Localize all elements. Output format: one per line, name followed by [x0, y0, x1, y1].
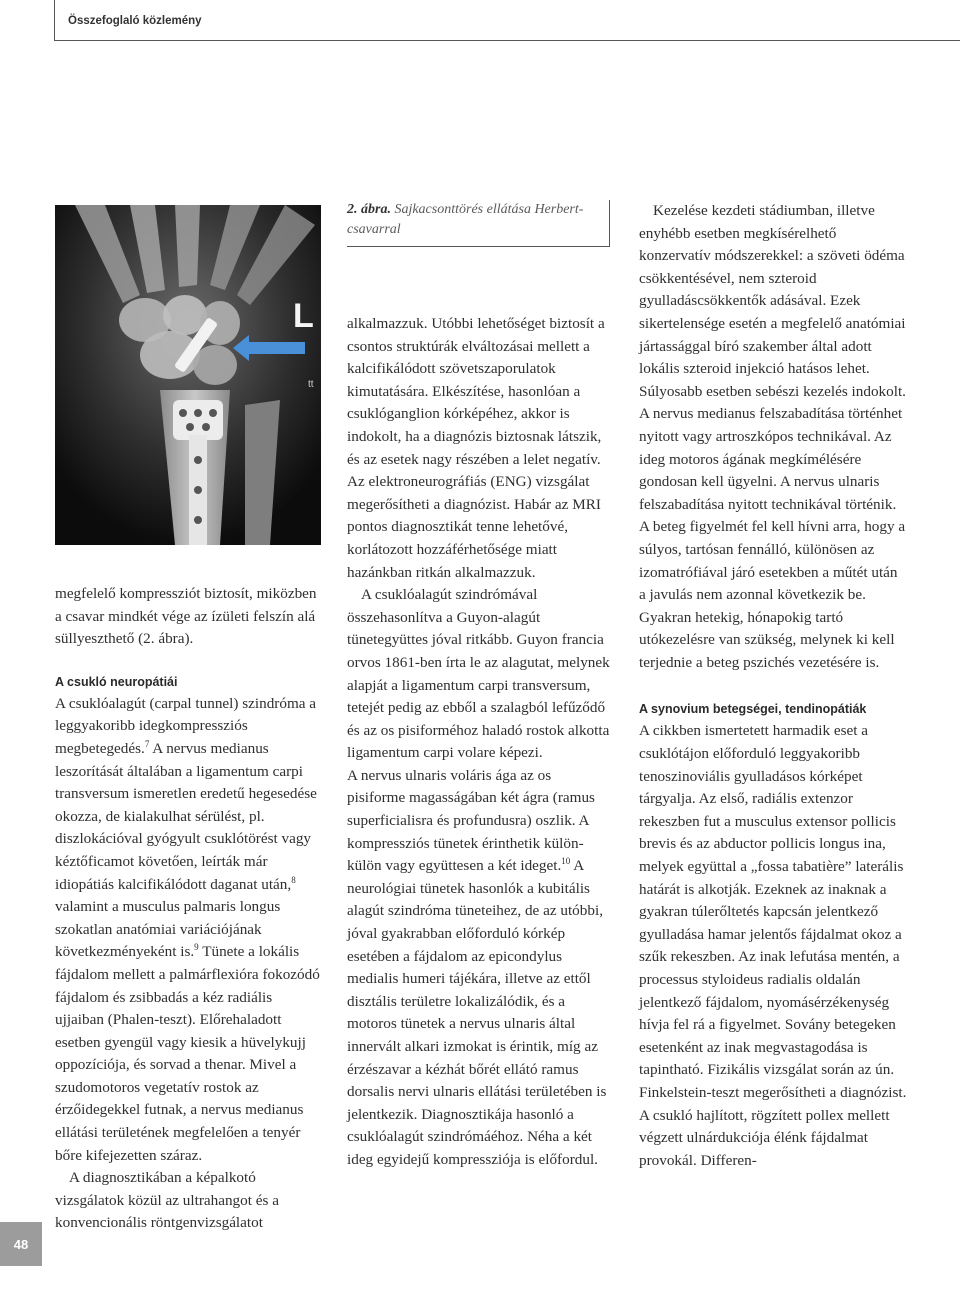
paragraph: A csuklóalagút szindrómával összehasonlítva a Guyon-alagút tünetegyüttes jóval ritkább. Guyon francia orvos 1861-ben írta le az alagutat, melynek alapját a ligamentum carpi transversum, tetejét pedig az ebből a szalagból lefűződő és az os pisiforméhoz haladó rostok alkotta ligamentum carpi volare képezi. [347, 586, 610, 762]
figure-caption-text: Sajkacsonttörés ellátása Herbert-csavarral [347, 202, 584, 237]
xray-image [55, 205, 321, 545]
text-column-1 [55, 583, 323, 1235]
text-column-3 [639, 200, 907, 1172]
xray-side-marker: L [293, 297, 314, 335]
figure-number: 2. ábra. [347, 202, 391, 217]
paragraph: alkalmazzuk. Utóbbi lehetőséget biztosít a csontos struktúrák elváltozásai mellett a kalcifikálódott szövetszaporulatok kimutatására. Elkészítése, hasonlóan a csuklóganglion kórképéhez, akkor is indokolt, ha a diagnózis biztosnak látszik, és az esetek nagy részében a lelet negatív. Az elektroneurográfiás (ENG) vizsgálat megerősítheti a diagnózist. Habár az MRI pontos diagnosztikát tenne lehetővé, korlátozott hozzáférhetősége miatt hazánkban ritkán alkalmazzuk. [347, 315, 605, 581]
reference-mark: 8 [291, 874, 296, 885]
section-heading: A csukló neuropátiái [55, 674, 178, 689]
paragraph: Kezelése kezdeti stádiumban, illetve enyhébb esetben megkísérelhető konzervatív módszerekkel: a szöveti ödéma csökkentésével, nem szteroid gyulladáscsökkentők adásával. Ezek sikertelensége esetén a megfelelő anatómiai jártassággal bíró szakember által adott lokális szteroid injekció hatásos lehet. Súlyosabb esetben sebészi kezelés indokolt. A nervus medianus felszabadítása történhet nyitott vagy artroszkópos technikával. Az ideg motoros ágának megkímélésére gondosan kell ügyelni. A nervus ulnaris felszabadítása nyitott technikával történik. A beteg figyelmét fel kell hívni arra, hogy a súlyos, tartósan fennálló, különösen az izomatrófiával járó esetekben a műtét után a javulás nem azonnal következik be. Gyakran hetekig, hónapokig tartó utókezelésre van szükség, melynek ki kell terjednie a beteg pszichés vezetésére is. [639, 202, 906, 671]
header-rule [54, 0, 55, 40]
page-number: 48 [0, 1222, 42, 1266]
reference-mark: 7 [144, 738, 150, 749]
section-heading: A synovium betegségei, tendinopátiák [639, 702, 867, 717]
figure-caption [347, 200, 610, 247]
xray-small-label: tt [308, 379, 314, 390]
xray-illustration [55, 205, 321, 545]
paragraph: A nervus ulnaris voláris ága az os pisiforme magasságában két ágra (ramus superficialisra és profundusra) oszlik. A kompressziós tünetek érinthetik külön-külön vagy együttesen a két ideget.$^{10}$ A neurológiai tünetek hasonlók a kubitális alagút szindróma tüneteihez, de az utóbbi, jóval gyakrabban előforduló kórkép esetében a fájdalom az epicondylus medialis humeri tájékára, illetve az ettől disztális területre lokalizálódik, és a motoros tünetek a nervus ulnaris által innervált alkari izmokat is érintik, míg az érzészavar a kézhát bőrét ellátó ramus dorsalis nervi ulnaris ellátási területében is jelentkezik. Diagnosztikája hasonló a csuklóalagút szindrómáéhoz. Néha a két ideg egyidejű kompressziója is előfordul. [347, 766, 607, 1168]
paragraph: megfelelő kompressziót biztosít, miközben a csavar mindkét vége az ízületi felszín alá süllyeszthető (2. ábra). [55, 585, 317, 648]
reference-mark: 9 [194, 942, 199, 953]
paragraph: A diagnosztikában a képalkotó vizsgálatok közül az ultrahangot és a konvencionális röntgenvizsgálatot [55, 1169, 279, 1232]
reference-mark: 10 [561, 856, 571, 867]
paragraph: A cikkben ismertetett harmadik eset a csuklótájon előforduló leggyakoribb tenoszinoviális gyulladásos kórképet tárgyalja. Az első, radiális extenzor rekeszben fut a musculus extensor pollicis brevis és az abductor pollicis longus ina, melyek együttal a „fossa tabatière” laterális határát is alkotják. Ezeknek az inaknak a gyakran túlerőltetés kapcsán jelentkező gyulladása hamar jelentős fájdalmat okoz a szűk rekeszben. Az inak lefutása mentén, a processus styloideus radialis oldalán jelentkező fájdalom, nyomásérzékenység hívja fel rá a figyelmet. Sovány betegeken esetenként az inak megvastagodása is tapintható. Fizikális vizsgálat során az ún. Finkelstein-teszt megerősítheti a diagnózist. A csukló hajlított, rögzített pollex mellett végzett ulnárdukciója élénk fájdalmat provokál. Differen- [639, 722, 907, 1169]
text-column-2 [347, 313, 613, 1172]
header-divider [54, 40, 960, 41]
section-label: Összefoglaló közlemény [68, 15, 202, 27]
paragraph: A csuklóalagút (carpal tunnel) szindróma a leggyakoribb idegkompressziós megbetegedés.$^7$ A nervus medianus leszorítását általában a ligamentum carpi transversum ismeretlen eredetű hegesedése okozza, de kialakulhat sérülést, pl. diszlokációval gyógyult csuklótörést vagy kéztőficamot követően, leírták már idiopátiás kalcifikálódott daganat után,$^8$ valamint a musculus palmaris longus szokatlan anatómiai variációjának következményeként is.$^9$ Tünete a lokális fájdalom mellett a palmárflexióra fokozódó fájdalom és zsibbadás a kéz radiális ujjaiban (Phalen-teszt). Előrehaladott esetben gyengül vagy kiesik a hüvelykujj oppozíciója, és sorvad a thenar. Mivel a szudomotoros vegetatív rostok az érzőidegekkel futnak, a nervus medianus ellátási területének megfelelően a tenyér bőre kifejezetten száraz. [55, 694, 320, 1164]
